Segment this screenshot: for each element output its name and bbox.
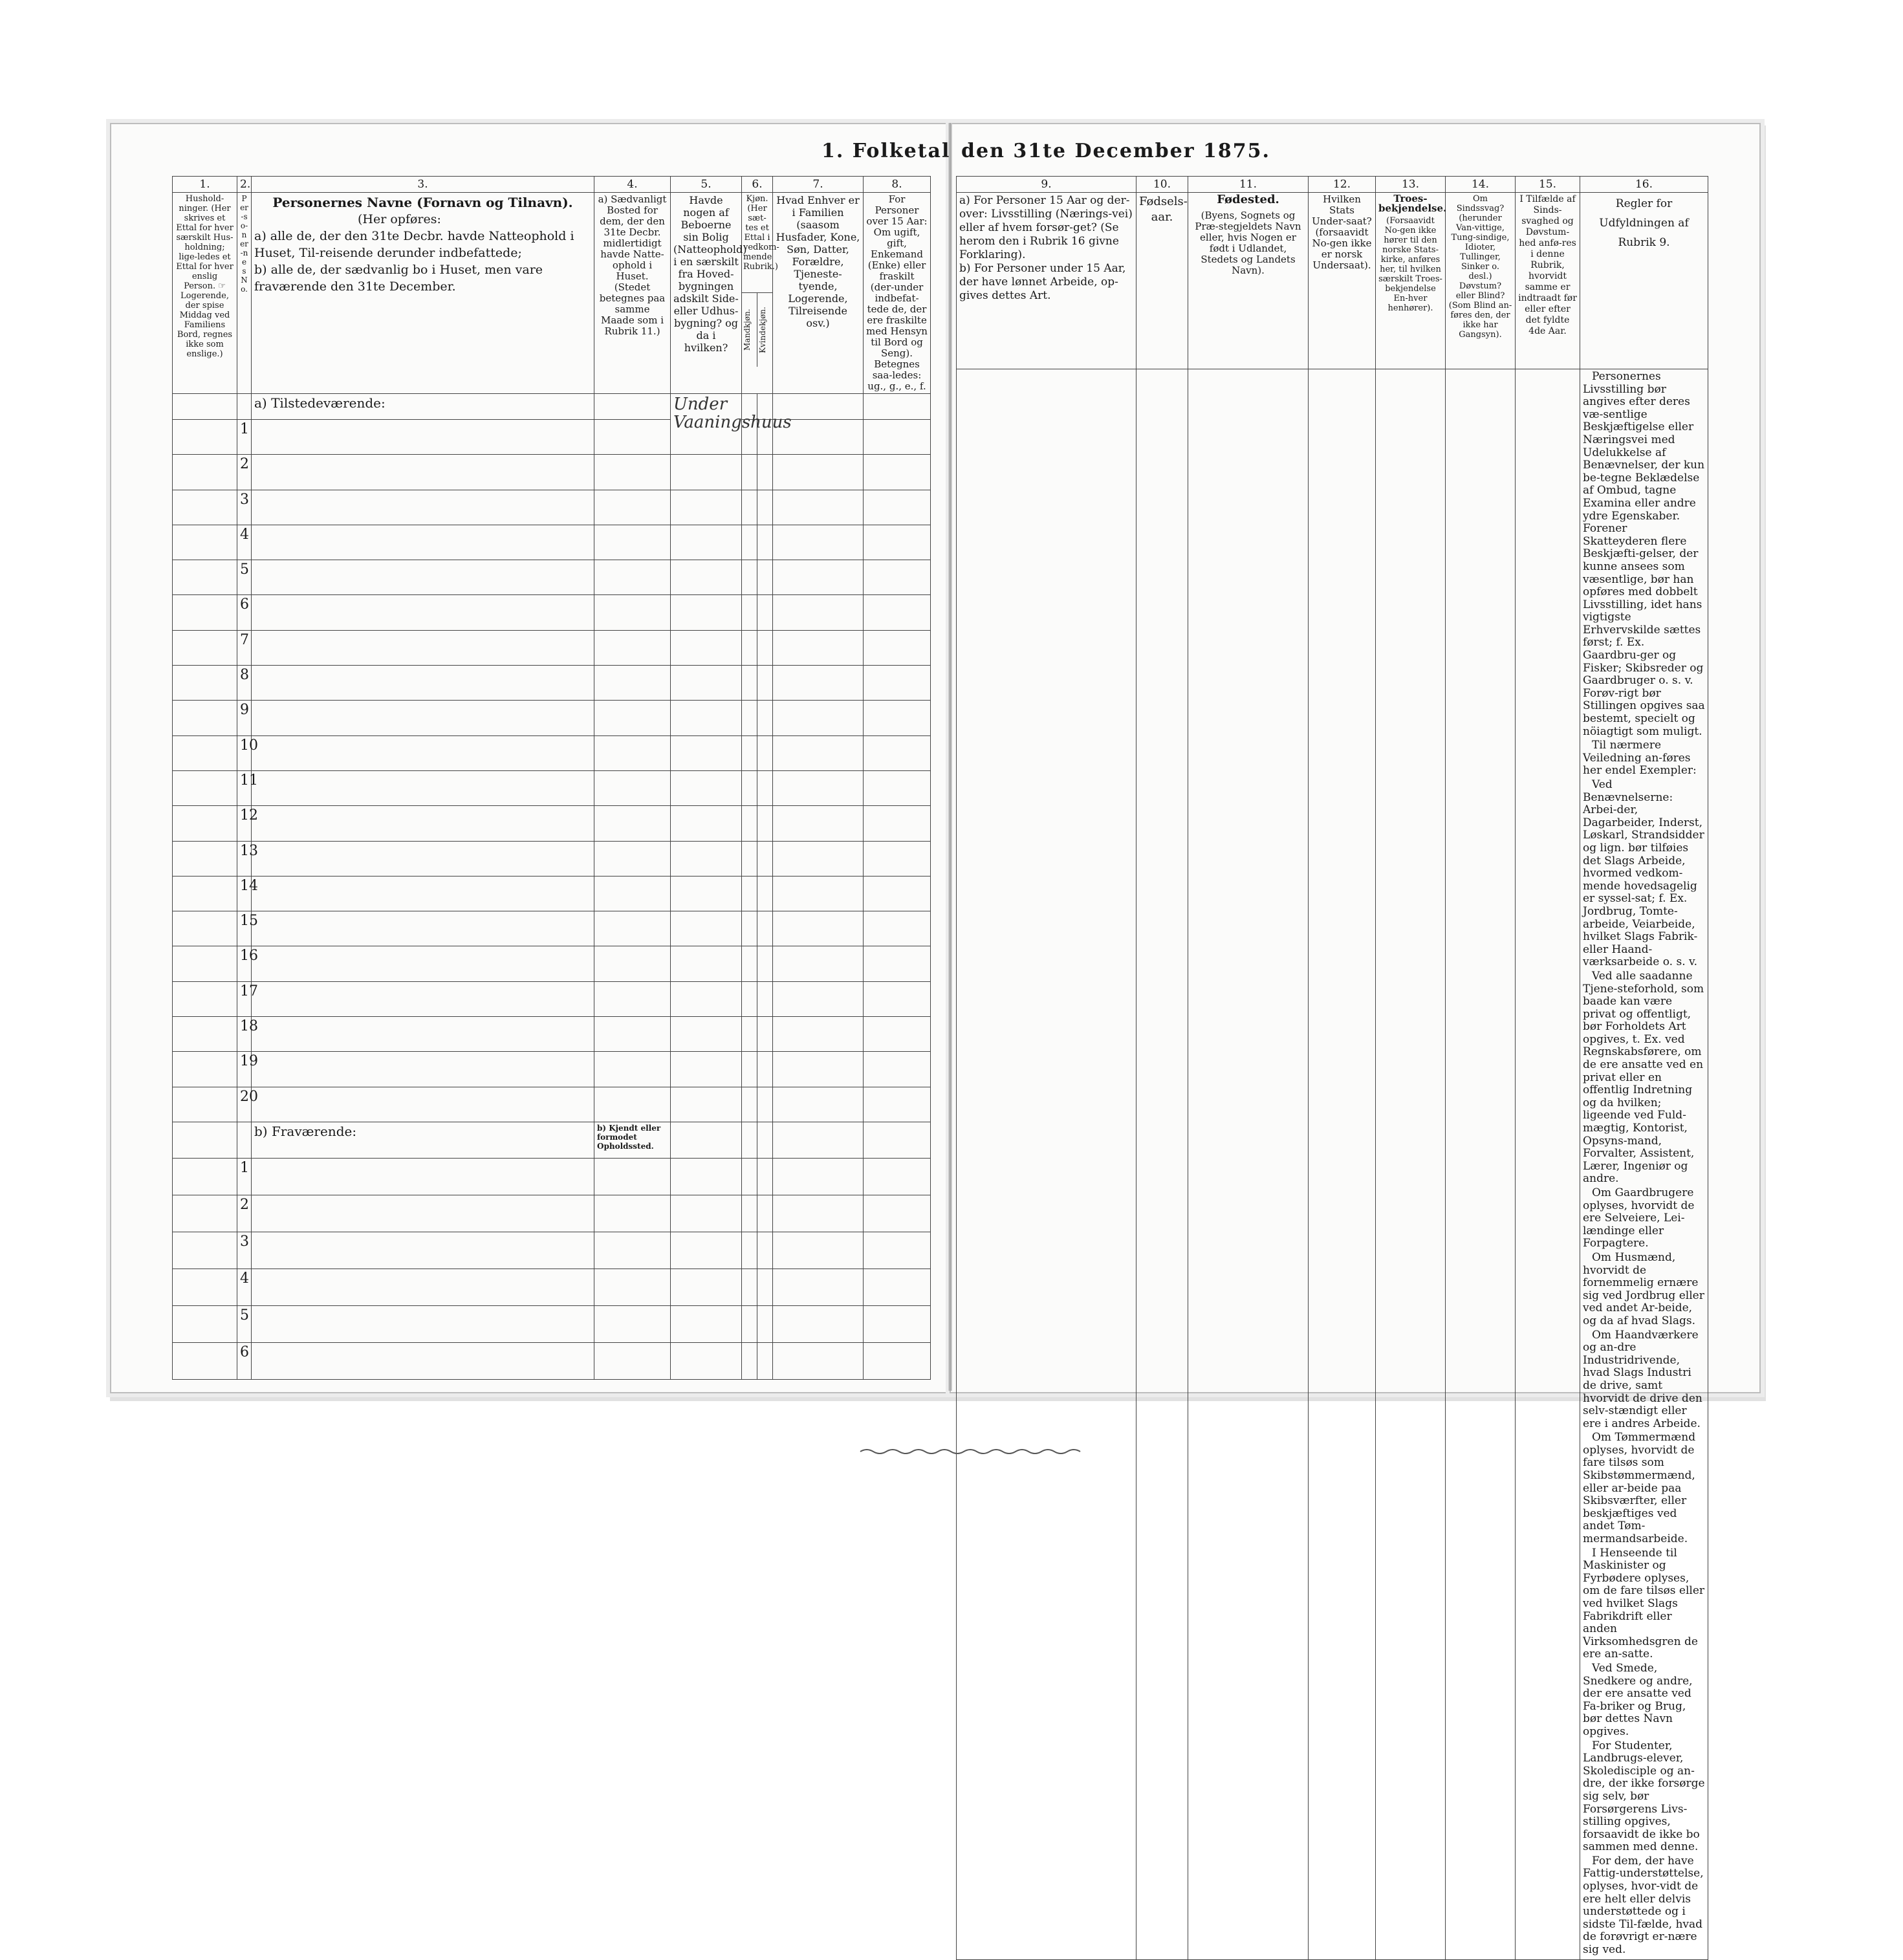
rules-text [1580, 369, 1708, 1960]
col-11-heading: Fødested. [1217, 193, 1279, 206]
col-13-text: (Forsaavidt No-gen ikke hører til den norske Stats-kirke, anføres her, til hvilken særskilt Troes-bekjendelse En-hver henhører). [1378, 216, 1442, 313]
col-12-body [1309, 369, 1376, 1960]
col-12-header: Hvilken Stats Under-saat? (forsaavidt No-gen ikke er norsk Undersaat). [1309, 193, 1376, 369]
col-10-header: Fødsels-aar. [1136, 193, 1188, 369]
col-2-number: 2. [237, 177, 252, 193]
table-cell [173, 1122, 237, 1158]
rules-paragraph: Ved Benævnelserne: Arbei-der, Dagarbeider, Inderst, Løskarl, Strandsidder og lign. bør tilføies det Slags Arbeide, hvormed vedkom-mende hovedsagelig er syssel-sat; f. Ex. Jordbrug, Tomte-arbeide, Veiarbeide, hvilket Slags Fabrik- eller Haand-værksarbeide o. s. v. [1583, 778, 1704, 969]
col-4-number: 4. [594, 177, 671, 193]
col-4-header: a) Sædvanligt Bosted for dem, der den 31te Decbr. midlertidigt havde Natte-ophold i Huset. (Stedet betegnes paa samme Maade som i Rubrik 11.) [594, 193, 671, 394]
col-9-header [957, 193, 1136, 369]
rules-paragraph: Om Husmænd, hvorvidt de fornemmelig ernære sig ved Jordbrug eller ved andet Ar-beide, og da af hvad Slags. [1583, 1250, 1704, 1327]
rules-paragraph: For Studenter, Landbrugs-elever, Skoledisciple og an-dre, der ikke forsørge sig selv, bør Forsørgerens Livs-stilling opgives, forsaavidt de ikke bo sammen med denne. [1583, 1739, 1705, 1854]
rules-paragraph: Ved Smede, Snedkere og andre, der ere ansatte ved Fa-briker og Brug, bør dettes Navn opgives. [1583, 1661, 1693, 1738]
table-row: 4 [173, 525, 931, 560]
col-13-body [1376, 369, 1446, 1960]
census-table-left [172, 176, 931, 1380]
col-11-text: (Byens, Sognets og Præ-stegjeldets Navn eller, hvis Nogen er født i Udlandet, Stedets og Landets Navn). [1195, 210, 1301, 276]
table-row: 9 [173, 701, 931, 735]
table-row: 5 [173, 1305, 931, 1342]
col-16-number: 16. [1580, 177, 1708, 193]
col-9-item-a: a) For Personer 15 Aar og der-over: Livsstilling (Nærings-vei) eller af hvem forsør-get? (Se herom den i Rubrik 16 givne Forklaring). [959, 194, 1133, 261]
table-row: 10 [173, 735, 931, 770]
col-5-header: Havde nogen af Beboerne sin Bolig (Natteophold) i en særskilt fra Hoved-bygningen adskilt Side- eller Udhus-bygning? og da i hvilken? [671, 193, 742, 394]
col-9-item-b: b) For Personer under 15 Aar, der have lønnet Arbeide, op-gives dettes Art. [959, 262, 1126, 302]
col-6-header [742, 193, 779, 394]
table-row: 6 [173, 595, 931, 630]
rules-paragraph: Om Haandværkere og an-dre Industridrivende, hvad Slags Industri de drive, samt hvorvidt de drive den selv-stændigt eller ere i andres Arbeide. [1583, 1328, 1702, 1430]
col-1-header: Hushold-ninger. (Her skrives et Ettal for hver særskilt Hus-holdning; lige-ledes et Ettal for hver enslig Person. ☞ Logerende, der spise Middag ved Familiens Bord, regnes ikke som enslige.) [173, 193, 237, 394]
table-row: 2 [173, 455, 931, 490]
col-6-number: 6. [742, 177, 773, 193]
section-present-label: a) Tilstedeværende: [252, 394, 594, 420]
table-row: 19 [173, 1052, 931, 1087]
handwritten-entry: Under Vaaningshuus [671, 394, 742, 455]
table-row: 5 [173, 560, 931, 595]
table-row: 4 [173, 1269, 931, 1305]
col-10-body [1136, 369, 1188, 1960]
table-row: 20 [173, 1087, 931, 1122]
rules-paragraph: Personernes Livsstilling bør angives efter deres væ-sentlige Beskjæftigelse eller Næringsvei med Udelukkelse af Benævnelser, der kun be-tegne Beklædelse af Ombud, tagne Examina eller andre ydre Egenskaber. Forener Skatteyderen flere Beskjæfti-gelser, der kunne ansees som væsentlige, bør han opføres med dobbelt Livsstilling, idet hans vigtigste Erhvervskilde sættes først; f. Ex. Gaardbru-ger og Fisker; Skibsreder og Gaardbruger o. s. v. Forøv-rigt bør Stillingen opgives saa bestemt, specielt og nöiagtigt som muligt. [1583, 370, 1705, 738]
rules-paragraph: Om Gaardbrugere oplyses, hvorvidt de ere Selveiere, Lei-lændinge eller Forpagtere. [1583, 1186, 1695, 1250]
census-table-right [956, 176, 1708, 1960]
col-13-heading: Troes-bekjendelse. [1378, 193, 1447, 214]
col-15-header: I Tilfælde af Sinds-svaghed og Døvstum-hed anfø-res i denne Rubrik, hvorvidt samme er indtraadt før eller efter det fyldte 4de Aar. [1516, 193, 1580, 369]
col-13-number: 13. [1376, 177, 1446, 193]
col-10-number: 10. [1136, 177, 1188, 193]
rules-paragraph: I Henseende til Maskinister og Fyrbødere oplyses, om de fare tilsøs eller ved hvilket Slags Fabrikdrift eller anden Virksomhedsgren de ere an-satte. [1583, 1546, 1705, 1661]
table-row: 8 [173, 666, 931, 701]
col-7-number: 7. [773, 177, 864, 193]
rules-paragraph: Til nærmere Veiledning an-føres her endel Exempler: [1583, 739, 1697, 778]
table-row: 1 [173, 1158, 931, 1195]
col-6-male: Mandkjøn. [742, 293, 757, 367]
col-14-header: Om Sindssvag? (herunder Van-vittige, Tung-sindige, Idioter, Tullinger, Sinker o. desl.) Døvstum? eller Blind? (Som Blind an-føres den, der ikke har Gangsyn). [1446, 193, 1516, 369]
col-3-item-a: a) alle de, der den 31te Decbr. havde Natteophold i Huset, Til-reisende derunder indbefattede; [254, 229, 574, 260]
col-8-number: 8. [864, 177, 931, 193]
rules-paragraph: For dem, der have Fattig-understøttelse, oplyses, hvor-vidt de ere helt eller delvis understøttede og i sidste Til-fælde, hvad de forøvrigt er-nære sig ved. [1583, 1854, 1704, 1957]
rules-paragraph: Ved alle saadanne Tjene-steforhold, som baade kan være privat og offentligt, bør Forholdets Art opgives, t. Ex. ved Regnskabsførere, om de ere ansatte ved en privat eller en offentlig Indretning og da hvilken; ligeende ved Fuld-mægtig, Kontorist, Opsyns-mand, Forvalter, Assistent, Lærer, Ingeniør og andre. [1583, 969, 1704, 1186]
col-1-number: 1. [173, 177, 237, 193]
rules-paragraph: Om Tømmermænd oplyses, hvorvidt de fare tilsøs som Skibstømmermænd, eller ar-beide paa Skibsværfter, eller beskjæftiges ved andet Tøm-mermandsarbeide. [1583, 1431, 1696, 1546]
form-title-right: den 31te December 1875. [961, 140, 1270, 162]
col-3-item-b: b) alle de, der sædvanlig bo i Huset, men vare fraværende den 31te December. [254, 263, 543, 294]
table-row: 14 [173, 876, 931, 911]
table-row: 3 [173, 490, 931, 525]
col-13-header [1376, 193, 1446, 369]
table-cell [864, 394, 931, 420]
table-row: 15 [173, 911, 931, 946]
bottom-scribble-mark [860, 1446, 1080, 1455]
table-row: 12 [173, 806, 931, 841]
table-row: 1 [173, 420, 931, 455]
table-cell [173, 394, 237, 420]
col-11-body [1188, 369, 1309, 1960]
table-cell [237, 1122, 252, 1158]
col-8-header: For Personer over 15 Aar: Om ugift, gift, Enkemand (Enke) eller fraskilt (der-under indbefat-tede de, der ere fraskilte med Hensyn til Bord og Seng). Betegnes saa-ledes: ug., g., e., f. [864, 193, 931, 394]
table-row: 16 [173, 946, 931, 981]
col-11-header [1188, 193, 1309, 369]
table-row: 7 [173, 630, 931, 665]
col-11-number: 11. [1188, 177, 1309, 193]
table-row: 3 [173, 1232, 931, 1269]
form-title-left: 1. Folketal [821, 140, 951, 162]
col-3-number: 3. [252, 177, 594, 193]
col-6-female: Kvindekjøn. [758, 307, 768, 353]
table-row: 17 [173, 981, 931, 1016]
col-6-heading: Kjøn. (Her sæt-tes et Ettal i vedkom-mende Rubrik.) [742, 193, 772, 293]
col-2-header: Per-so-ner-nes No. [237, 193, 252, 394]
col-14-number: 14. [1446, 177, 1516, 193]
table-row: 2 [173, 1195, 931, 1232]
col-7-header: Hvad Enhver er i Familien (saasom Husfader, Kone, Søn, Datter, Forældre, Tjeneste-tyende, Logerende, Tilreisende osv.) [773, 193, 864, 394]
table-row: 6 [173, 1342, 931, 1379]
book-spine [948, 123, 952, 1391]
col-3-sub: (Her opføres: [358, 212, 441, 226]
col-16-header: Regler for Udfyldningen af Rubrik 9. [1580, 193, 1708, 369]
col-12-number: 12. [1309, 177, 1376, 193]
col-9-body [957, 369, 1136, 1960]
table-row: 11 [173, 770, 931, 805]
col-3-header [252, 193, 594, 394]
col-15-body [1516, 369, 1580, 1960]
table-row: 18 [173, 1017, 931, 1052]
col-3-heading: Personernes Navne (Fornavn og Tilnavn). [272, 195, 573, 210]
table-cell [594, 394, 671, 420]
section-absent-label: b) Fraværende: [252, 1122, 594, 1158]
col-15-number: 15. [1516, 177, 1580, 193]
table-row: 13 [173, 841, 931, 876]
col-5-number: 5. [671, 177, 742, 193]
col-9-number: 9. [957, 177, 1136, 193]
absent-col4-label: b) Kjendt eller formodet Opholdssted. [594, 1122, 671, 1158]
table-cell [237, 394, 252, 420]
col-14-body [1446, 369, 1516, 1960]
rules-paragraphs [1583, 371, 1705, 1957]
